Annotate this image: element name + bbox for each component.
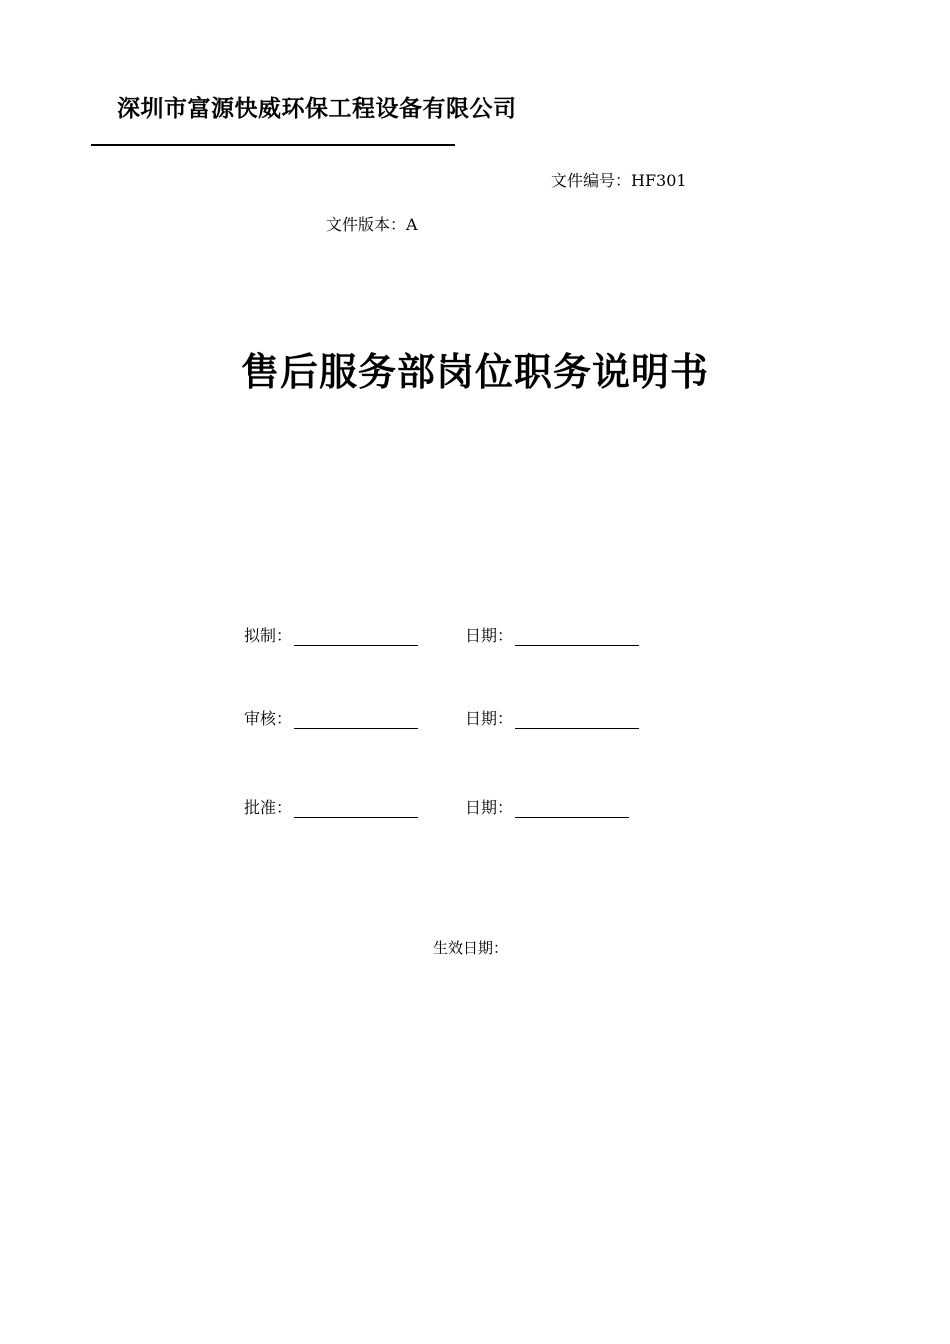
reviewer-label: 审核： [244,709,293,728]
draft-date-label: 日期： [465,626,514,645]
approve-date-blank-line [515,799,629,818]
document-title: 售后服务部岗位职务说明书 [240,350,709,394]
drafter-field [244,623,418,646]
company-name: 深圳市富源快威环保工程设备有限公司 [117,96,517,122]
draft-date-blank-line [515,627,639,646]
reviewer-blank-line [294,710,418,729]
review-date-field [465,706,639,729]
approver-blank-line [294,799,418,818]
approve-date-field [465,795,629,818]
reviewer-field [244,706,418,729]
review-date-label: 日期： [465,709,514,728]
approve-date-label: 日期： [465,798,514,817]
effective-date-label: 生效日期： [433,939,509,957]
drafter-blank-line [294,627,418,646]
approver-field [244,795,418,818]
approver-label: 批准： [244,798,293,817]
header-divider [91,144,455,146]
review-date-blank-line [515,710,639,729]
document-number: 文件编号：HF301 [551,171,687,190]
drafter-label: 拟制： [244,626,293,645]
document-version: 文件版本：A [326,215,418,234]
draft-date-field [465,623,639,646]
